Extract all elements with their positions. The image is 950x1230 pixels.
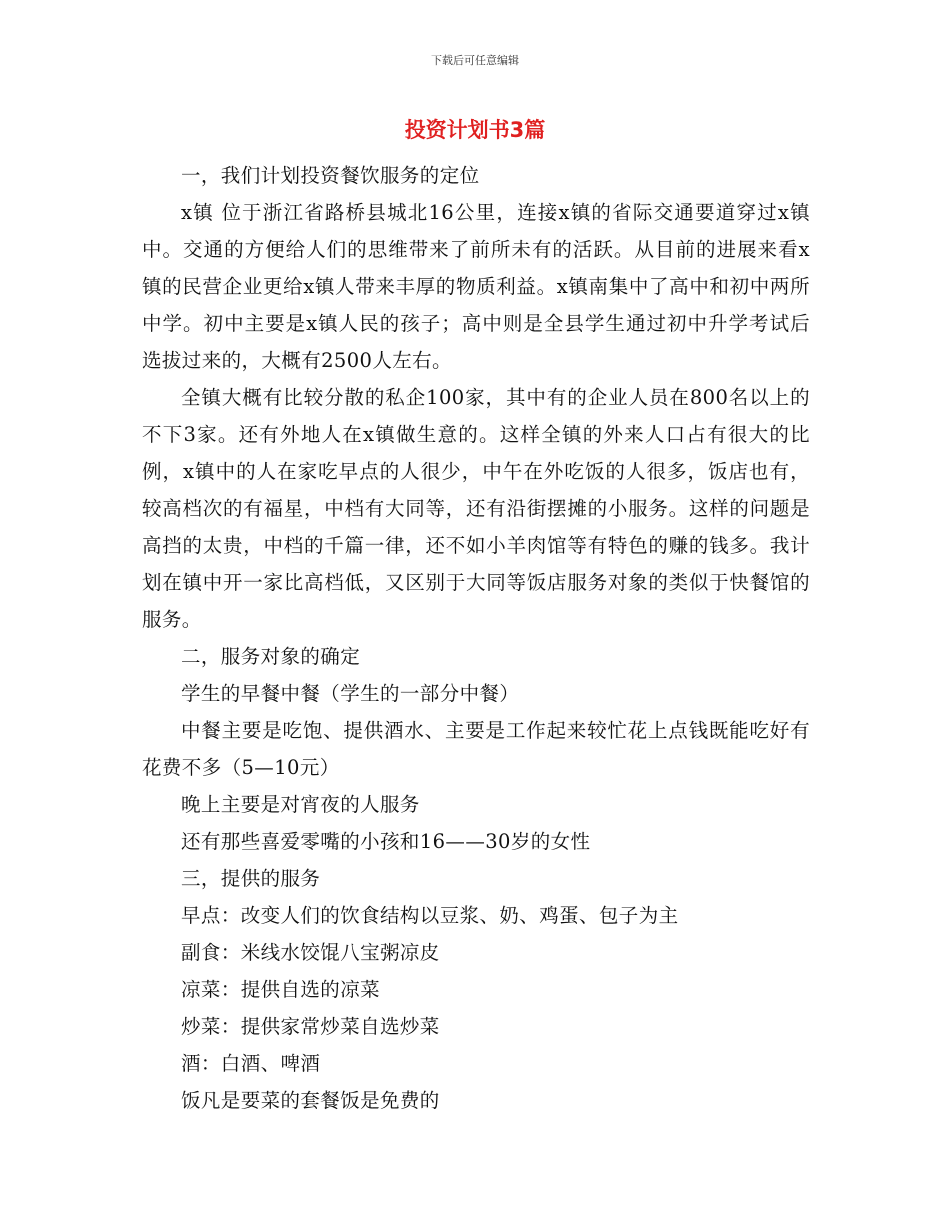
- paragraph-free-rice: 饭凡是要菜的套餐饭是免费的: [181, 1089, 440, 1112]
- paragraph-location: x镇 位于浙江省路桥县城北16公里，连接x镇的省际交通要道穿过x镇中。交通的方便给人们的思维带来了前所未有的活跃。从目前的进展来看x镇的民营企业更给x镇人带来丰厚的物质利益。x镇南集中了高中和初中两所中学。初中主要是x镇人民的孩子；高中则是全县学生通过初中升学考试后选拔过来的，大概有2500人左右。: [142, 201, 810, 372]
- paragraph-section-2-heading: 二，服务对象的确定: [181, 645, 361, 668]
- paragraph-students: 学生的早餐中餐（学生的一部分中餐）: [181, 682, 520, 705]
- paragraph-breakfast: 早点：改变人们的饮食结构以豆浆、奶、鸡蛋、包子为主: [181, 904, 679, 927]
- paragraph-section-3-heading: 三，提供的服务: [181, 867, 321, 890]
- paragraph-stir-fry: 炒菜：提供家常炒菜自选炒菜: [181, 1015, 440, 1038]
- paragraph-lunch: 中餐主要是吃饱、提供酒水、主要是工作起来较忙花上点钱既能吃好有花费不多（5—10元）: [142, 719, 810, 779]
- paragraph-snacks: 还有那些喜爱零嘴的小孩和16——30岁的女性: [181, 830, 591, 853]
- document-body: [142, 157, 810, 1119]
- paragraph-evening: 晚上主要是对宵夜的人服务: [181, 793, 420, 816]
- page-header: 下载后可任意编辑: [431, 54, 519, 67]
- document-title: 投资计划书3篇: [404, 118, 546, 142]
- paragraph-drinks: 酒：白酒、啤酒: [181, 1052, 321, 1075]
- paragraph-side-food: 副食：米线水饺馄八宝粥凉皮: [181, 941, 440, 964]
- paragraph-cold-dishes: 凉菜：提供自选的凉菜: [181, 978, 381, 1001]
- paragraph-section-1-heading: 一，我们计划投资餐饮服务的定位: [181, 164, 480, 187]
- paragraph-market: 全镇大概有比较分散的私企100家，其中有的企业人员在800名以上的不下3家。还有外地人在x镇做生意的。这样全镇的外来人口占有很大的比例，x镇中的人在家吃早点的人很少，中午在外吃饭的人很多，饭店也有，较高档次的有福星，中档有大同等，还有沿街摆摊的小服务。这样的问题是高挡的太贵，中档的千篇一律，还不如小羊肉馆等有特色的赚的钱多。我计划在镇中开一家比高档低，又区别于大同等饭店服务对象的类似于快餐馆的服务。: [142, 386, 810, 631]
